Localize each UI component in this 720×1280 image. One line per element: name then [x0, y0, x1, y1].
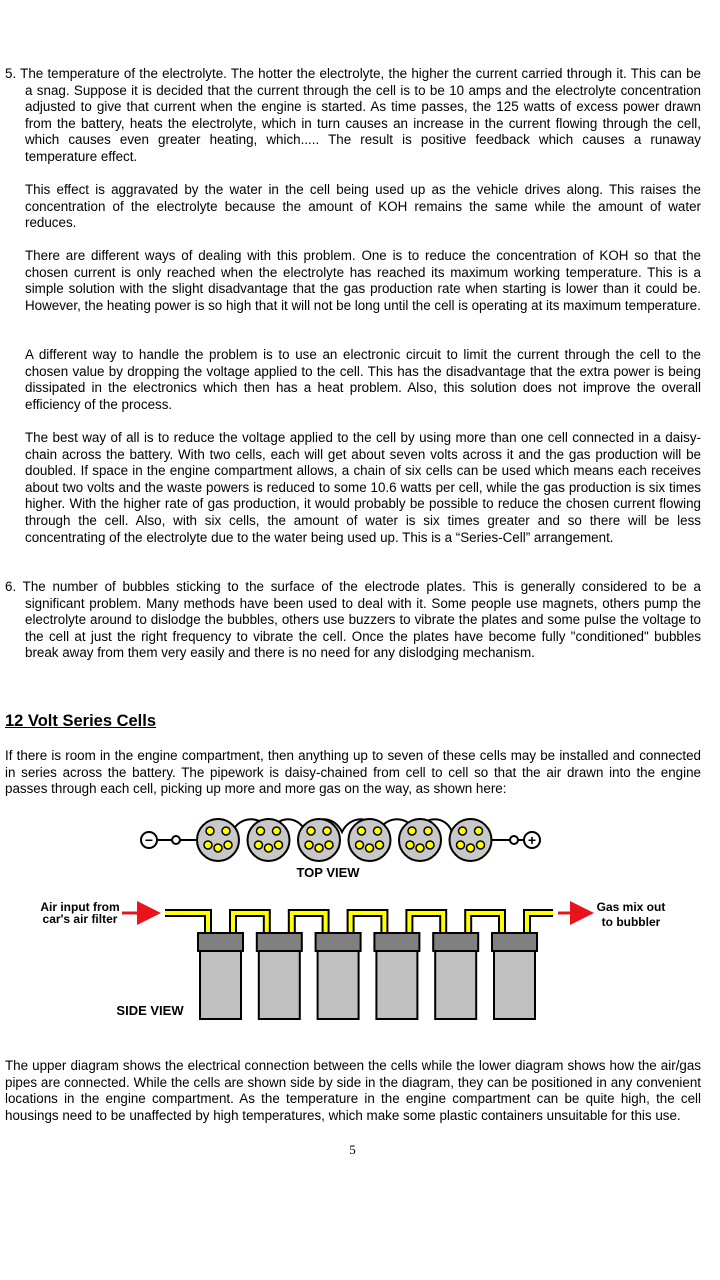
pipe-outline	[165, 913, 553, 933]
top-view-cell	[399, 819, 441, 861]
negative-symbol: −	[144, 832, 154, 848]
top-view-cell	[248, 819, 290, 861]
air-input-label-line1: Air input from	[40, 900, 120, 914]
side-view-cell	[433, 933, 478, 1019]
top-view-cell	[450, 819, 492, 861]
item-6-paragraph: 6. The number of bubbles sticking to the surface of the electrode plates. This is generally considered to be a significant problem. Many methods have been used to deal with it. Some people use magnets, others pump the electrolyte around to dislodge the bubbles, others use buzzers to vibrate the plates and some pulse the voltage to the cell at just the right frequency to vibrate the cell. Once the plates have become fully "conditioned" bubbles break away from them very easily and there is no need for any dislodging mechanism.	[5, 579, 701, 661]
item-5-aggravation-paragraph: This effect is aggravated by the water in the cell being used up as the vehicle drives along. This raises the concentration of the electrolyte because the amount of KOH remains the same while the amount of water reduces.	[25, 182, 701, 231]
intro-paragraph: If there is room in the engine compartment, then anything up to seven of these cells may be installed and connected in series across the battery. The pipework is daisy-chained from cell to cell so that the air drawn into the engine passes through each cell, picking up more and more gas on the way, as shown here:	[5, 748, 701, 797]
side-view-cell	[257, 933, 302, 1019]
side-view-cell	[198, 933, 243, 1019]
gas-output-label-line1: Gas mix out	[596, 900, 666, 914]
page-number: 5	[349, 1142, 356, 1157]
top-view-label: TOP VIEW	[296, 865, 360, 880]
negative-terminal-icon	[141, 832, 157, 848]
side-view-cell	[374, 933, 419, 1019]
side-view	[40, 900, 665, 1019]
top-view-cell	[298, 819, 340, 861]
top-view-cell	[349, 819, 391, 861]
top-view	[141, 819, 540, 880]
gas-output-label-line2: to bubbler	[601, 915, 661, 929]
side-view-label: SIDE VIEW	[116, 1003, 184, 1018]
positive-terminal-icon	[524, 832, 540, 848]
section-heading: 12 Volt Series Cells	[5, 712, 157, 730]
air-input-label-line2: car's air filter	[42, 912, 118, 926]
item-5-solutions-paragraph: There are different ways of dealing with this problem. One is to reduce the concentration of KOH so that the chosen current is only reached when the electrolyte has reached its maximum working temperature. This is a simple solution with the slight disadvantage that the gas production rate when starting is lower than it could be. However, the heating power is so high that it will not be long until the cell is operating at its maximum temperature.	[25, 248, 701, 313]
top-view-cell	[197, 819, 239, 861]
item-5-paragraph: 5. The temperature of the electrolyte. The hotter the electrolyte, the higher the current carried through it. This can be a snag. Suppose it is decided that the current through the cell is to be 10 amps and the electrolyte concentration adjusted to give that current when the engine is started. As time passes, the 125 watts of excess power drawn from the battery, heats the electrolyte, which in turn causes an increase in the current flowing through the cell, which causes even greater heating, which..... The result is positive feedback which causes a runaway temperature effect.	[5, 66, 701, 164]
side-view-cell	[316, 933, 361, 1019]
outro-paragraph: The upper diagram shows the electrical connection between the cells while the lower diagram shows how the air/gas pipes are connected. While the cells are shown side by side in the diagram, they can be positioned in any convenient locations in the engine compartment. As the temperature in the engine compartment can be quite high, the cell housings need to be unaffected by high temperatures, which make some plastic containers unsuitable for this use.	[5, 1058, 701, 1123]
item-5-series-cell-paragraph: The best way of all is to reduce the voltage applied to the cell by using more than one cell connected in a daisy-chain across the battery. With two cells, each will get about seven volts across it and the gas production will be doubled. If space in the engine compartment allows, a chain of six cells can be used which means each receives about two volts and the waste powers is reduced to some 10.6 watts per cell, while the gas production is six times higher. With the higher rate of gas production, it would probably be possible to reduce the chosen current flowing through the cell. Also, with six cells, the amount of water is six times greater and so there will be less concentrating of the electrolyte due to the water being used up. This is a “Series-Cell” arrangement.	[25, 430, 701, 545]
side-view-cell	[492, 933, 537, 1019]
series-cells-diagram	[0, 805, 720, 1030]
item-5-electronic-circuit-paragraph: A different way to handle the problem is to use an electronic circuit to limit the current through the cell to the chosen value by dropping the voltage applied to the cell. This has the disadvantage that the extra power is being dissipated in the electronics which then has a heat problem. Also, this solution does not improve the overall efficiency of the process.	[25, 347, 701, 412]
positive-symbol: +	[527, 832, 537, 848]
